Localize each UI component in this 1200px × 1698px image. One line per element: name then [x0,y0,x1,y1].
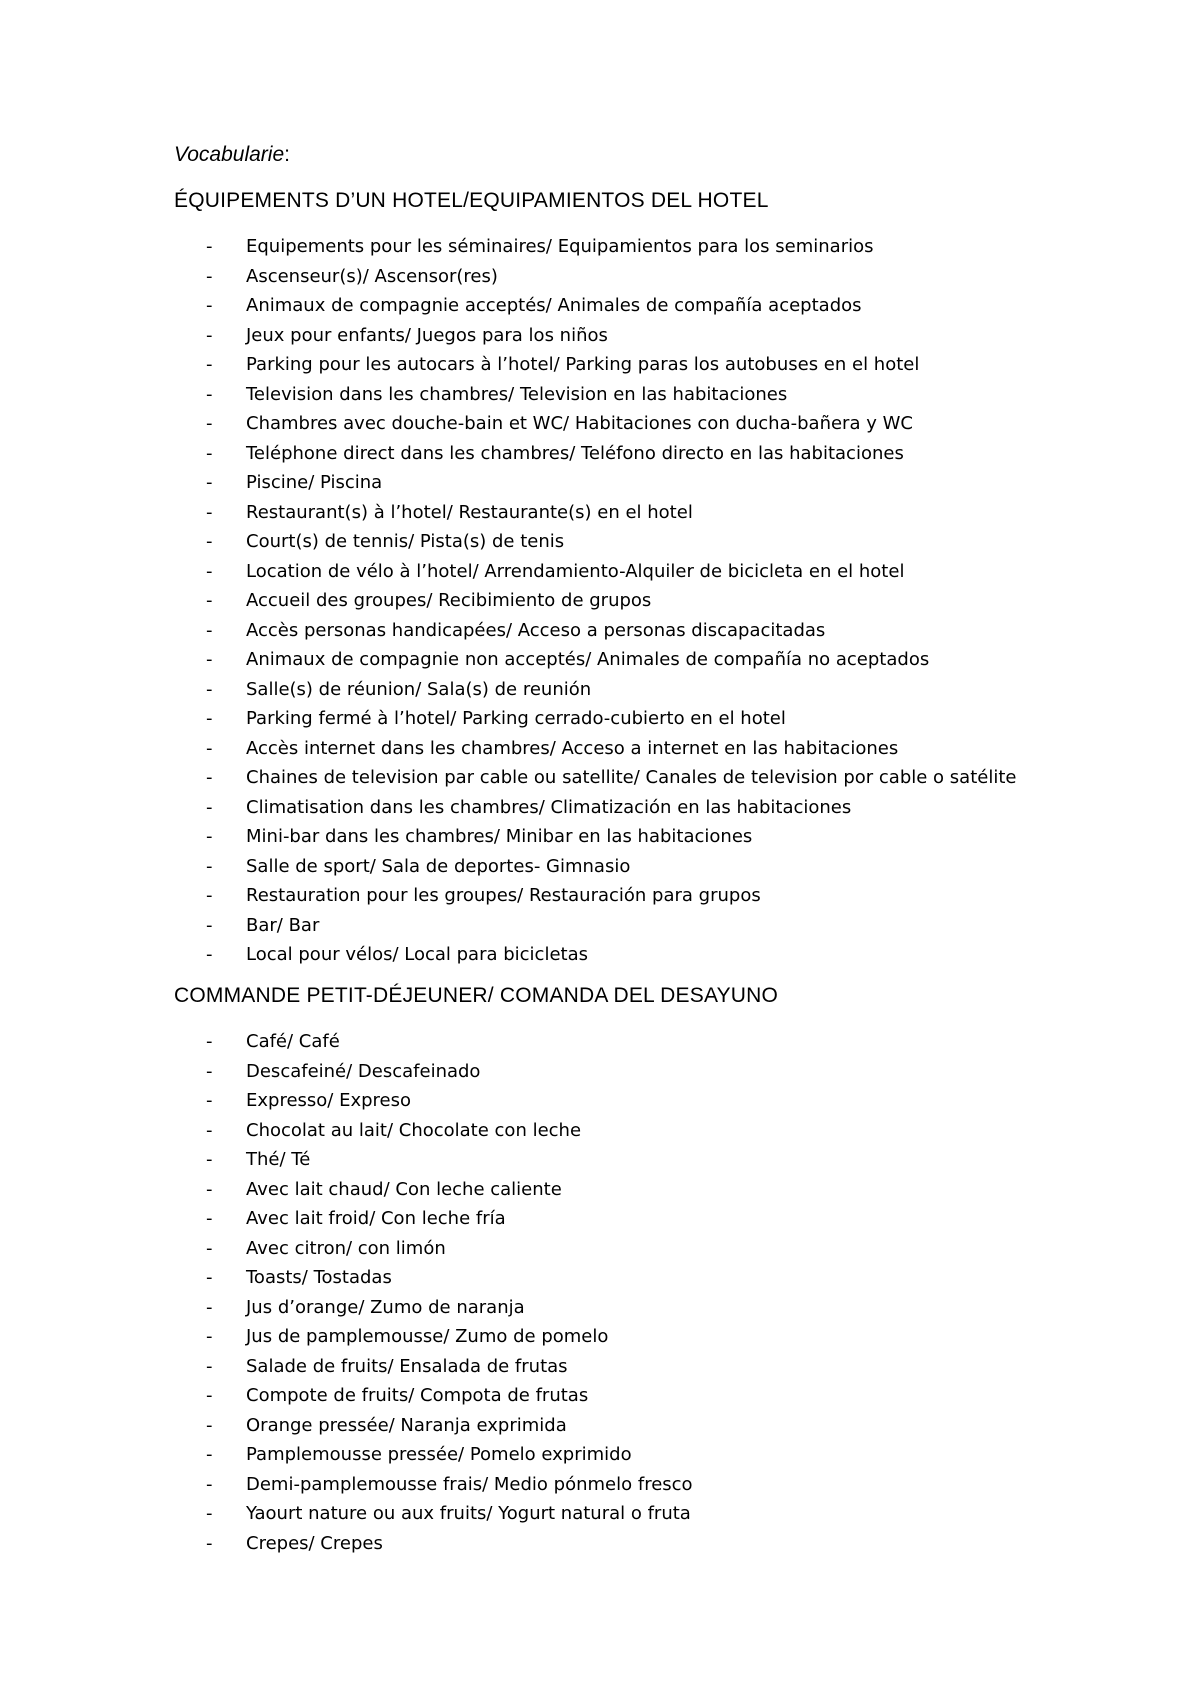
list-bullet: - [206,1414,213,1436]
list-bullet: - [206,236,213,257]
list-item-text: Chocolat au lait/ Chocolate con leche [246,1119,582,1141]
list-bullet: - [206,1385,213,1406]
list-bullet: - [206,1031,213,1052]
list-item-text: Teléphone direct dans les chambres/ Teléfono directo en las habitaciones [246,442,904,464]
list-bullet: - [206,413,213,434]
list-item-text: Orange pressée/ Naranja exprimida [246,1414,567,1436]
list-bullet: - [206,914,213,936]
list-bullet: - [206,826,213,847]
list-item-text: Restauration pour les groupes/ Restauración para grupos [246,885,761,906]
list-item-text: Piscine/ Piscina [246,472,383,493]
list-item-text: Thé/ Té [246,1149,311,1170]
list-item-text: Accueil des groupes/ Recibimiento de grupos [246,590,652,611]
list-item-text: Animaux de compagnie acceptés/ Animales de compañía aceptados [246,295,862,316]
list-item-text: Television dans les chambres/ Television en las habitaciones [246,383,788,405]
list-bullet: - [206,1532,213,1554]
list-item-text: Accès internet dans les chambres/ Acceso a internet en las habitaciones [246,737,899,759]
list-bullet: - [206,383,213,405]
list-item-text: Parking pour les autocars à l’hotel/ Parking paras los autobuses en el hotel [246,354,920,375]
list-bullet: - [206,619,213,641]
list-item-text: Court(s) de tennis/ Pista(s) de tenis [246,531,565,552]
list-bullet: - [206,1237,213,1259]
list-bullet: - [206,1090,213,1111]
title-text: Vocabularie [174,143,285,166]
list-item-text: Crepes/ Crepes [246,1532,383,1554]
list-bullet: - [206,885,213,906]
list-item-text: Local pour vélos/ Local para bicicletas [246,944,588,965]
title-colon: : [284,143,290,166]
section-heading-hotel-equipment: ÉQUIPEMENTS D’UN HOTEL/EQUIPAMIENTOS DEL HOTEL [174,189,769,212]
list-item-text: Demi-pamplemousse frais/ Medio pónmelo fresco [246,1473,693,1495]
list-item-text: Parking fermé à l’hotel/ Parking cerrado-cubierto en el hotel [246,708,786,729]
list-item-text: Location de vélo à l’hotel/ Arrendamiento-Alquiler de bicicleta en el hotel [246,560,905,582]
list-bullet: - [206,1060,213,1082]
list-bullet: - [206,678,213,700]
list-item-text: Yaourt nature ou aux fruits/ Yogurt natural o fruta [246,1503,691,1524]
list-item-text: Equipements pour les séminaires/ Equipamientos para los seminarios [246,236,874,257]
list-item-text: Mini-bar dans les chambres/ Minibar en las habitaciones [246,826,753,847]
section-heading-breakfast-order: COMMANDE PETIT-DÉJEUNER/ COMANDA DEL DESAYUNO [174,984,779,1007]
list-item-text: Accès personas handicapées/ Acceso a personas discapacitadas [246,619,826,641]
list-bullet: - [206,560,213,582]
list-item-text: Restaurant(s) à l’hotel/ Restaurante(s) en el hotel [246,501,693,523]
list-item-text: Compote de fruits/ Compota de frutas [246,1385,589,1406]
list-item-text: Salade de fruits/ Ensalada de frutas [246,1355,568,1377]
list-item-text: Bar/ Bar [246,914,320,936]
list-bullet: - [206,1178,213,1200]
list-item-text: Jus de pamplemousse/ Zumo de pomelo [246,1326,609,1347]
list-bullet: - [206,265,213,287]
list-bullet: - [206,1473,213,1495]
document-title [174,142,290,168]
list-item-text: Toasts/ Tostadas [246,1267,392,1288]
list-item-text: Climatisation dans les chambres/ Climatización en las habitaciones [246,796,852,818]
list-item-text: Animaux de compagnie non acceptés/ Animales de compañía no aceptados [246,649,930,670]
list-bullet: - [206,1296,213,1318]
list-item-text: Descafeiné/ Descafeinado [246,1060,481,1082]
list-bullet: - [206,501,213,523]
list-bullet: - [206,767,213,788]
list-bullet: - [206,708,213,729]
list-bullet: - [206,1326,213,1347]
list-item-text: Avec citron/ con limón [246,1237,446,1259]
list-bullet: - [206,855,213,877]
list-bullet: - [206,590,213,611]
list-item-text: Café/ Café [246,1031,340,1052]
list-bullet: - [206,944,213,965]
list-item-text: Ascenseur(s)/ Ascensor(res) [246,265,498,287]
list-item-text: Pamplemousse pressée/ Pomelo exprimido [246,1444,632,1465]
list-bullet: - [206,1119,213,1141]
list-item-text: Chambres avec douche-bain et WC/ Habitaciones con ducha-bañera y WC [246,413,913,434]
list-bullet: - [206,1444,213,1465]
list-item-text: Jeux pour enfants/ Juegos para los niños [246,324,608,346]
list-bullet: - [206,442,213,464]
list-item-text: Chaines de television par cable ou satellite/ Canales de television por cable o satélite [246,767,1017,788]
list-bullet: - [206,1355,213,1377]
list-bullet: - [206,324,213,346]
list-bullet: - [206,295,213,316]
list-bullet: - [206,1267,213,1288]
list-bullet: - [206,737,213,759]
list-item-text: Avec lait chaud/ Con leche caliente [246,1178,562,1200]
list-bullet: - [206,531,213,552]
list-item-text: Salle de sport/ Sala de deportes- Gimnasio [246,855,631,877]
list-bullet: - [206,796,213,818]
list-item-text: Salle(s) de réunion/ Sala(s) de reunión [246,678,592,700]
list-bullet: - [206,472,213,493]
list-bullet: - [206,354,213,375]
list-bullet: - [206,1503,213,1524]
list-bullet: - [206,1149,213,1170]
list-item-text: Jus d’orange/ Zumo de naranja [246,1296,525,1318]
list-bullet: - [206,1208,213,1229]
list-item-text: Avec lait froid/ Con leche fría [246,1208,506,1229]
list-item-text: Expresso/ Expreso [246,1090,412,1111]
list-bullet: - [206,649,213,670]
